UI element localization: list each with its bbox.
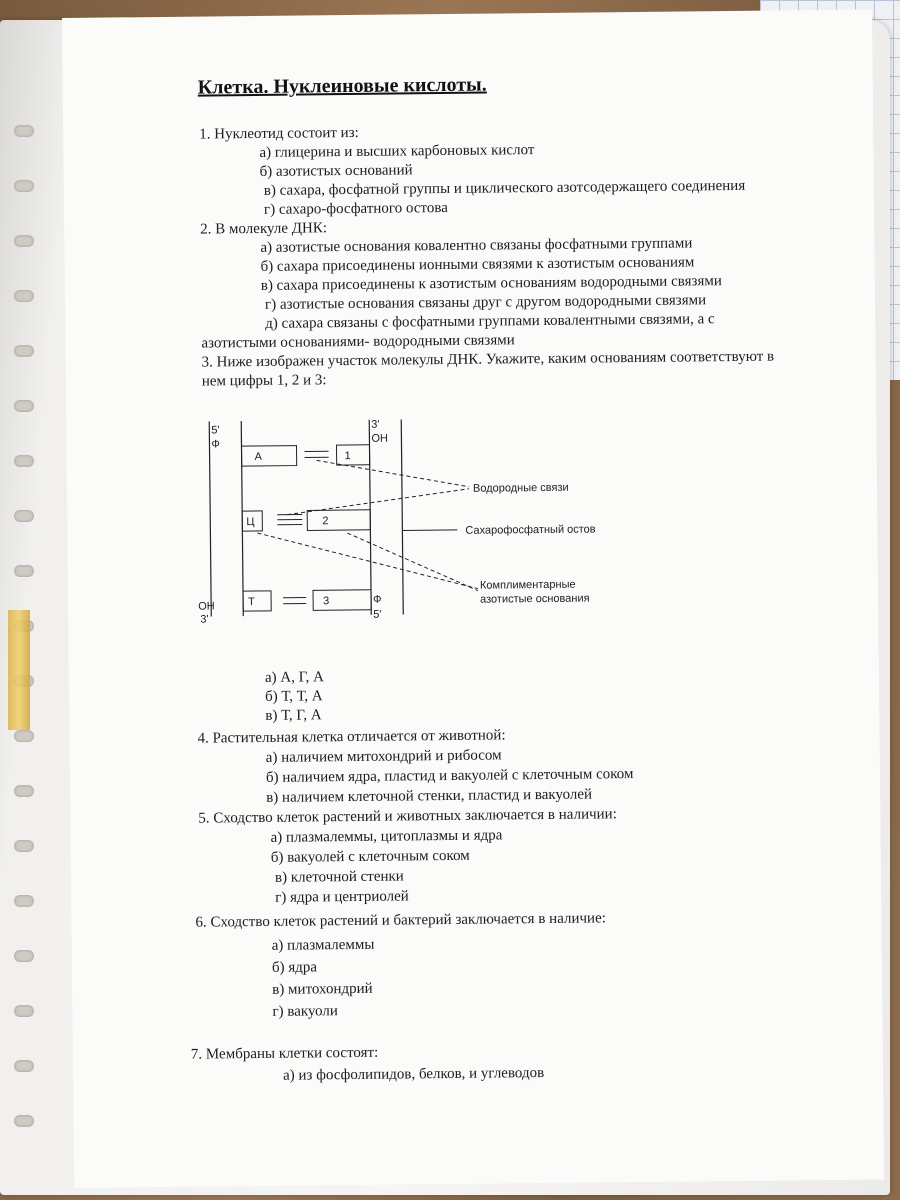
number-label-3: 3 bbox=[323, 595, 330, 608]
punch-hole bbox=[14, 785, 34, 797]
q6-option-a: а) плазмалеммы bbox=[271, 936, 375, 954]
q1-option-a: а) глицерина и высших карбоновых кислот bbox=[259, 142, 535, 161]
q1-option-c: в) сахара, фосфатной группы и циклического азотсодержащего соединения bbox=[263, 177, 746, 199]
punch-hole bbox=[14, 950, 34, 962]
punch-hole bbox=[14, 565, 34, 577]
label-3prime-bottom: 3' bbox=[200, 613, 209, 626]
worksheet-page bbox=[62, 10, 884, 1188]
label-phi-top: Ф bbox=[211, 438, 220, 451]
punch-hole bbox=[14, 1005, 34, 1017]
q2-option-c: в) сахара присоединены к азотистым основаниям водородными связями bbox=[260, 273, 722, 294]
number-box-3 bbox=[313, 590, 371, 611]
q1-option-b: б) азотистых оснований bbox=[259, 162, 413, 180]
punch-hole bbox=[14, 510, 34, 522]
punch-hole bbox=[14, 455, 34, 467]
dna-diagram bbox=[196, 407, 618, 631]
punch-hole bbox=[14, 290, 34, 302]
left-strand-line bbox=[209, 421, 211, 616]
label-3prime-top: 3' bbox=[371, 418, 380, 431]
punch-hole bbox=[14, 840, 34, 852]
q1-option-d: г) сахаро-фосфатного остова bbox=[263, 199, 448, 218]
q3-option-a: а) А, Г, А bbox=[264, 669, 325, 686]
label-phi-bottom: Ф bbox=[373, 593, 382, 606]
punch-hole bbox=[14, 235, 34, 247]
q6-option-b: б) ядра bbox=[271, 959, 318, 976]
label-5prime-top: 5' bbox=[211, 424, 220, 437]
q4-option-c: в) наличием клеточной стенки, пластид и вакуолей bbox=[266, 786, 593, 806]
label-backbone: Сахарофосфатный остов bbox=[465, 523, 596, 537]
number-box-1 bbox=[336, 445, 369, 465]
label-hydrogen-bonds: Водородные связи bbox=[472, 481, 569, 495]
pointer-line bbox=[347, 532, 478, 592]
page-title: Клетка. Нуклеиновые кислоты. bbox=[197, 73, 487, 99]
question-3: 3. Ниже изображен участок молекулы ДНК. Укажите, каким основаниям соответствуют в bbox=[201, 348, 775, 371]
base-label-t: Т bbox=[248, 596, 255, 609]
base-box-a bbox=[241, 446, 296, 467]
number-label-1: 1 bbox=[344, 450, 351, 463]
punch-hole bbox=[14, 1115, 34, 1127]
label-oh-top: ОН bbox=[371, 432, 388, 445]
punch-hole bbox=[14, 180, 34, 192]
base-label-a: А bbox=[254, 450, 263, 464]
question-5: 5. Сходство клеток растений и животных заключается в наличии: bbox=[198, 806, 617, 827]
q5-option-c: в) клеточной стенки bbox=[274, 868, 404, 886]
label-5prime-bottom: 5' bbox=[373, 608, 382, 621]
q2-option-e: д) сахара связаны с фосфатными группами ковалентными связями, а с bbox=[265, 311, 715, 332]
number-box-2 bbox=[307, 510, 370, 531]
question-3-cont: нем цифры 1, 2 и 3: bbox=[201, 372, 327, 390]
pointer-line bbox=[317, 459, 469, 489]
label-complementary-1: Комплиментарные bbox=[479, 578, 576, 592]
q4-option-a: а) наличием митохондрий и рибосом bbox=[265, 747, 502, 766]
q7-option-a: а) из фосфолипидов, белков, и углеводов bbox=[283, 1065, 545, 1084]
q3-option-c: в) Т, Г, А bbox=[265, 707, 322, 724]
q2-option-e-cont: азотистыми основаниями- водородными связями bbox=[201, 332, 515, 352]
punch-hole bbox=[14, 730, 34, 742]
q5-option-d: г) ядра и центриолей bbox=[275, 888, 409, 906]
q6-option-c: в) митохондрий bbox=[272, 980, 373, 998]
punch-hole bbox=[14, 125, 34, 137]
question-7: 7. Мембраны клетки состоят: bbox=[190, 1044, 379, 1063]
right-strand-line bbox=[401, 419, 403, 614]
q2-option-b: б) сахара присоединены ионными связями к азотистым основаниям bbox=[260, 254, 695, 275]
q4-option-b: б) наличием ядра, пластид и вакуолей с клеточным соком bbox=[265, 766, 634, 786]
punch-hole bbox=[14, 895, 34, 907]
tape-strip bbox=[8, 610, 30, 730]
base-label-c: Ц bbox=[246, 516, 255, 529]
q5-option-b: б) вакуолей с клеточным соком bbox=[270, 847, 470, 866]
punch-hole bbox=[14, 1060, 34, 1072]
number-label-2: 2 bbox=[322, 515, 329, 528]
question-1: 1. Нуклеотид состоит из: bbox=[199, 124, 359, 143]
q2-option-d: г) азотистые основания связаны друг с другом водородными связями bbox=[264, 292, 707, 313]
q3-option-b: б) Т, Т, А bbox=[265, 688, 323, 705]
q2-option-a: а) азотистые основания ковалентно связаны фосфатными группами bbox=[260, 235, 693, 256]
label-complementary-2: азотистые основания bbox=[480, 592, 590, 606]
label-oh-bottom: ОН bbox=[198, 600, 215, 613]
punch-hole bbox=[14, 400, 34, 412]
pointer-line bbox=[402, 530, 457, 531]
question-2: 2. В молекуле ДНК: bbox=[200, 220, 328, 238]
q5-option-a: а) плазмалеммы, цитоплазмы и ядра bbox=[270, 827, 503, 846]
q6-option-d: г) вакуоли bbox=[272, 1003, 338, 1020]
pointer-line bbox=[257, 531, 478, 591]
question-6: 6. Сходство клеток растений и бактерий заключается в наличие: bbox=[195, 910, 606, 931]
punch-hole bbox=[14, 345, 34, 357]
question-4: 4. Растительная клетка отличается от животной: bbox=[197, 727, 506, 747]
